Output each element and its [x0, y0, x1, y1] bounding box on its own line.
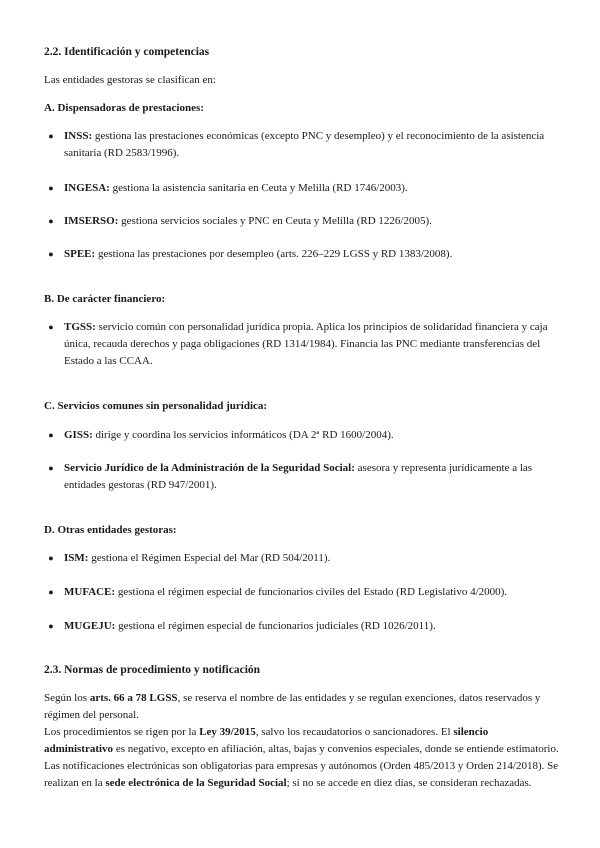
bullet-icon: ●: [48, 322, 54, 332]
section-23-paragraph-3: [44, 758, 559, 792]
section-22-title: 2.2. Identificación y competencias: [44, 46, 210, 58]
text-run: , se reserva el nombre de las entidades y se regulan exenciones, datos reservados y régimen del personal.: [44, 692, 541, 721]
item-name: IMSERSO:: [64, 215, 119, 227]
bold-run: silencio administrativo: [44, 726, 489, 755]
bullet-icon: ●: [48, 249, 54, 259]
list-item-spee: [48, 246, 556, 263]
item-text: gestiona el régimen especial de funcionarios judiciales (RD 1026/2011).: [115, 620, 436, 632]
item-text: gestiona la asistencia sanitaria en Ceuta y Melilla (RD 1746/2003).: [109, 182, 408, 194]
list-item-servicio-juridico: [48, 460, 556, 494]
item-text: gestiona servicios sociales y PNC en Ceuta y Melilla (RD 1226/2005).: [118, 215, 432, 227]
item-text: gestiona el régimen especial de funcionarios civiles del Estado (RD Legislativo 4/2000).: [115, 586, 508, 598]
list-item-giss: [48, 427, 556, 444]
bold-run: Ley 39/2015: [199, 726, 256, 738]
bullet-icon: ●: [48, 587, 54, 597]
text-run: Las notificaciones electrónicas son obligatorias para empresas y autónomos (Orden 485/2013 y Orden 214/2018). Se realizan en la: [44, 760, 559, 789]
list-item-ingesa: [48, 180, 556, 197]
item-name: SPEE:: [64, 248, 96, 260]
list-item-mugeju: [48, 618, 556, 635]
bullet-icon: ●: [48, 553, 54, 563]
bold-run: sede electrónica de la Seguridad Social: [105, 777, 287, 789]
group-c-title: C. Servicios comunes sin personalidad jurídica:: [44, 400, 268, 412]
list-item-ism: [48, 550, 556, 567]
bullet-icon: ●: [48, 216, 54, 226]
item-text: gestiona las prestaciones por desempleo (arts. 226–229 LGSS y RD 1383/2008).: [95, 248, 453, 260]
bullet-icon: ●: [48, 463, 54, 473]
text-run: Los procedimientos se rigen por la: [44, 726, 200, 738]
item-text: dirige y coordina los servicios informáticos (DA 2ª RD 1600/2004).: [92, 429, 394, 441]
text-run: es negativo, excepto en afiliación, altas, bajas y convenios especiales, donde se entiende estimatorio.: [113, 743, 559, 755]
list-item-inss: [48, 128, 556, 162]
item-text: gestiona las prestaciones económicas (excepto PNC y desempleo) y el reconocimiento de la asistencia sanitaria (RD 2583/1996).: [64, 130, 545, 159]
section-22-intro: Las entidades gestoras se clasifican en:: [44, 74, 216, 86]
group-a-title: A. Dispensadoras de prestaciones:: [44, 102, 204, 114]
item-name: MUGEJU:: [64, 620, 116, 632]
text-run: Según los: [44, 692, 90, 704]
list-item-muface: [48, 584, 556, 601]
list-item-tgss: [48, 319, 556, 370]
item-text: asesora y representa jurídicamente a las entidades gestoras (RD 947/2001).: [64, 462, 533, 491]
group-d-title: D. Otras entidades gestoras:: [44, 524, 177, 536]
item-name: TGSS:: [64, 321, 96, 333]
item-text: servicio común con personalidad jurídica propia. Aplica los principios de solidaridad financiera y caja única, recauda derechos y paga obligaciones (RD 1314/1984). Financia las PNC mediante transferencias del Estado a las CCAA.: [64, 321, 548, 367]
item-name: MUFACE:: [64, 586, 116, 598]
item-name: GISS:: [64, 429, 93, 441]
text-run: , salvo los recaudatorios o sancionadores. El: [255, 726, 454, 738]
bullet-icon: ●: [48, 183, 54, 193]
bullet-icon: ●: [48, 131, 54, 141]
section-23-paragraph-2: [44, 724, 559, 758]
list-item-imserso: [48, 213, 556, 230]
bullet-icon: ●: [48, 430, 54, 440]
section-23-title: 2.3. Normas de procedimiento y notificación: [44, 664, 261, 676]
section-23-paragraph-1: [44, 690, 559, 724]
item-text: gestiona el Régimen Especial del Mar (RD 504/2011).: [88, 552, 331, 564]
bold-run: arts. 66 a 78 LGSS: [89, 692, 178, 704]
item-name: ISM:: [64, 552, 89, 564]
item-name: INGESA:: [64, 182, 110, 194]
group-b-title: B. De carácter financiero:: [44, 293, 166, 305]
item-name: Servicio Jurídico de la Administración de la Seguridad Social:: [64, 462, 355, 474]
bullet-icon: ●: [48, 621, 54, 631]
text-run: ; si no se accede en diez días, se consideran rechazadas.: [286, 777, 532, 789]
item-name: INSS:: [64, 130, 93, 142]
